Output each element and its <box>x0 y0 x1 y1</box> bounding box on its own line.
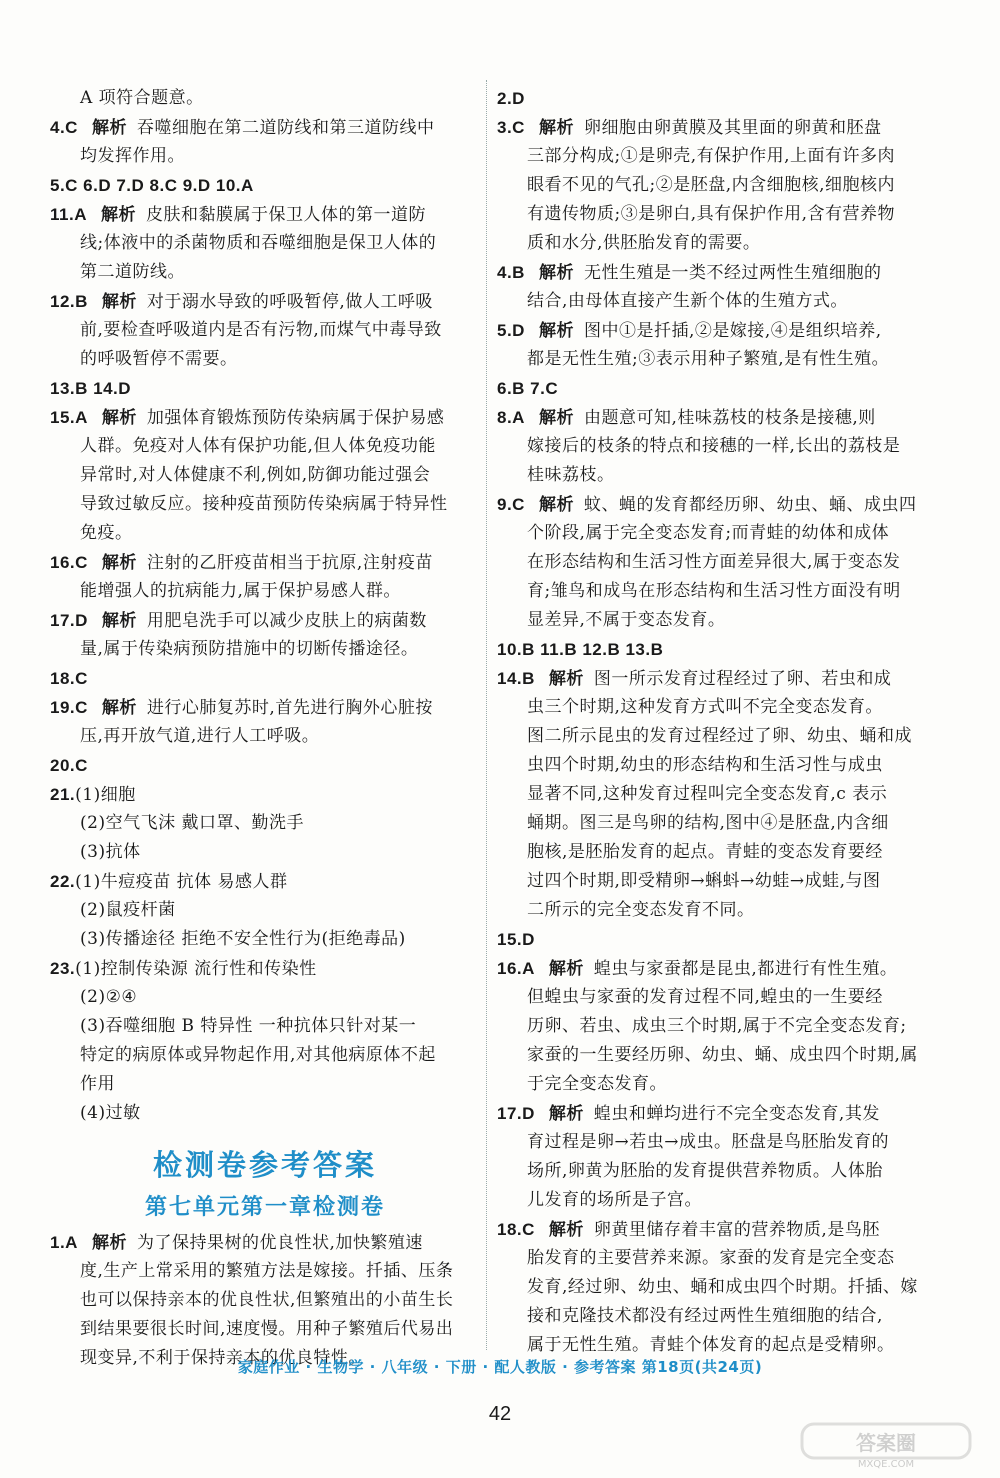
answer-text: 虫四个时期,幼虫的形态结构和生活习性与成虫 <box>527 755 883 775</box>
answer-line <box>50 171 480 200</box>
answer-text: 进行心肺复苏时,首先进行胸外心脏按 <box>146 698 433 718</box>
right-column <box>497 84 929 1360</box>
answer-line <box>497 896 929 925</box>
answer-line <box>50 200 480 229</box>
answer-text: 质和水分,供胚胎发育的需要。 <box>527 233 761 253</box>
answer-line <box>497 1273 929 1302</box>
answer-text: 图中①是扦插,②是嫁接,④是组织培养, <box>583 321 882 341</box>
answer-text: 均发挥作用。 <box>80 146 185 166</box>
answer-line <box>50 809 480 838</box>
answer-text: 2.D <box>497 89 525 108</box>
answer-text: (3)抗体 <box>80 842 141 862</box>
answer-line <box>50 84 480 113</box>
left-column <box>50 84 480 1373</box>
answer-text: 18.C <box>50 669 88 688</box>
answer-line <box>50 838 480 867</box>
answer-line <box>50 461 480 490</box>
answer-line <box>497 1070 929 1099</box>
answer-line <box>50 1099 480 1128</box>
analysis-label: 解析 <box>101 611 137 631</box>
question-number: 11.A <box>50 205 87 224</box>
watermark-logo-icon <box>796 1420 976 1470</box>
answer-line <box>497 606 929 635</box>
answer-line <box>497 519 929 548</box>
answer-text: 蝗虫和蝉均进行不完全变态发育,其发 <box>593 1104 880 1124</box>
answer-line <box>50 548 480 577</box>
question-number: 15.A <box>50 408 88 427</box>
analysis-label: 解析 <box>101 292 137 312</box>
answer-line <box>497 171 929 200</box>
answer-line <box>497 983 929 1012</box>
answer-line <box>50 490 480 519</box>
answer-line <box>50 1228 480 1257</box>
answer-text: 历卵、若虫、成虫三个时期,属于不完全变态发育; <box>527 1016 907 1036</box>
answer-line <box>50 606 480 635</box>
answer-line <box>497 577 929 606</box>
answer-text: 个阶段,属于完全变态发育;而青蛙的幼体和成体 <box>527 523 890 543</box>
answer-line <box>50 258 480 287</box>
answer-line <box>497 229 929 258</box>
answer-line <box>50 577 480 606</box>
answer-line <box>497 200 929 229</box>
answer-text: 三部分构成;①是卵壳,有保护作用,上面有许多肉 <box>527 146 896 166</box>
answer-text: 但蝗虫与家蚕的发育过程不同,蝗虫的一生要经 <box>527 987 883 1007</box>
answer-text: 压,再开放气道,进行人工呼吸。 <box>80 726 320 746</box>
answer-line <box>497 84 929 113</box>
answer-line <box>50 751 480 780</box>
answer-text: 接和克隆技术都没有经过两性生殖细胞的结合, <box>527 1306 883 1326</box>
answer-line <box>50 925 480 954</box>
answer-text: 家蚕的一生要经历卵、幼虫、蛹、成虫四个时期,属 <box>527 1045 918 1065</box>
answer-line <box>497 751 929 780</box>
answer-text: (1)控制传染源 流行性和传染性 <box>75 959 317 979</box>
answer-line <box>497 403 929 432</box>
answer-text: 场所,卵黄为胚胎的发育提供营养物质。人体胎 <box>527 1161 883 1181</box>
question-number: 23. <box>50 959 76 978</box>
answer-text: 特定的病原体或异物起作用,对其他病原体不起 <box>80 1045 436 1065</box>
answer-text: 加强体育锻炼预防传染病属于保护易感 <box>146 408 445 428</box>
answer-text: (2)鼠疫杆菌 <box>80 900 176 920</box>
answer-line <box>50 983 480 1012</box>
question-number: 17.D <box>50 611 88 630</box>
answer-text: 对于溺水导致的呼吸暂停,做人工呼吸 <box>146 292 433 312</box>
analysis-label: 解析 <box>548 1104 584 1124</box>
answer-text: 20.C <box>50 756 88 775</box>
question-number: 19.C <box>50 698 88 717</box>
answer-text: 胞核,是胚胎发育的起点。青蛙的变态发育要经 <box>527 842 883 862</box>
answer-text: (1)牛痘疫苗 抗体 易感人群 <box>75 872 288 892</box>
answer-text: 虫三个时期,这种发育方式叫不完全变态发育。 <box>527 697 883 717</box>
question-number: 14.B <box>497 669 535 688</box>
answer-text: 胎发育的主要营养来源。家蚕的发育是完全变态 <box>527 1248 895 1268</box>
analysis-label: 解析 <box>538 408 574 428</box>
answer-line <box>497 809 929 838</box>
answer-text: 第二道防线。 <box>80 262 185 282</box>
answer-text: (3)传播途径 拒绝不安全性行为(拒绝毒品) <box>80 929 406 949</box>
answer-line <box>50 867 480 896</box>
answer-text: 吞噬细胞在第二道防线和第三道防线中 <box>136 118 435 138</box>
question-number: 18.C <box>497 1220 535 1239</box>
question-number: 12.B <box>50 292 88 311</box>
svg-text:答案圈: 答案圈 <box>856 1431 916 1455</box>
answer-text: 无性生殖是一类不经过两性生殖细胞的 <box>583 263 882 283</box>
answer-text: (1)细胞 <box>75 785 136 805</box>
answer-text: 10.B 11.B 12.B 13.B <box>497 640 664 659</box>
answer-line <box>50 403 480 432</box>
question-number: 4.C <box>50 118 78 137</box>
answer-line <box>497 1215 929 1244</box>
answer-text: 用肥皂洗手可以减少皮肤上的病菌数 <box>146 611 427 631</box>
answer-text: A 项符合题意。 <box>80 88 204 108</box>
answer-text: 线;体液中的杀菌物质和吞噬细胞是保卫人体的 <box>80 233 437 253</box>
answer-text: 眼看不见的气孔;②是胚盘,内含细胞核,细胞核内 <box>527 175 896 195</box>
answer-text: 6.B 7.C <box>497 379 559 398</box>
answer-text: 二所示的完全变态发育不同。 <box>527 900 755 920</box>
answer-text: 也可以保持亲本的优良性状,但繁殖出的小苗生长 <box>80 1290 454 1310</box>
answer-line <box>497 838 929 867</box>
question-number: 1.A <box>50 1233 78 1252</box>
analysis-label: 解析 <box>548 1220 584 1240</box>
answer-text: 皮肤和黏膜属于保卫人体的第一道防 <box>145 205 426 225</box>
question-number: 3.C <box>497 118 525 137</box>
answer-line <box>497 780 929 809</box>
answer-line <box>497 722 929 751</box>
answer-text: 显著不同,这种发育过程叫完全变态发育,c 表示 <box>527 784 888 804</box>
answer-text: 都是无性生殖;③表示用种子繁殖,是有性生殖。 <box>527 349 890 369</box>
answer-text: 现变异,不利于保持亲本的优良特性。 <box>80 1348 366 1368</box>
answer-text: 15.D <box>497 930 535 949</box>
answer-line <box>497 925 929 954</box>
question-number: 16.A <box>497 959 535 978</box>
answer-line <box>497 374 929 403</box>
answer-line <box>497 1302 929 1331</box>
answer-text: 为了保持果树的优良性状,加快繁殖速 <box>136 1233 423 1253</box>
answer-text: 图一所示发育过程经过了卵、若虫和成 <box>593 669 892 689</box>
answer-line <box>50 345 480 374</box>
answer-text: 能增强人的抗病能力,属于保护易感人群。 <box>80 581 401 601</box>
answer-text: 显差异,不属于变态发育。 <box>527 610 726 630</box>
answer-line <box>497 490 929 519</box>
answer-line <box>497 1041 929 1070</box>
answer-text: (2)②④ <box>80 987 138 1007</box>
question-number: 9.C <box>497 495 525 514</box>
question-number: 17.D <box>497 1104 535 1123</box>
answer-text: (3)吞噬细胞 B 特异性 一种抗体只针对某一 <box>80 1016 417 1036</box>
answer-text: 度,生产上常采用的繁殖方法是嫁接。扦插、压条 <box>80 1261 454 1281</box>
section-title: 检测卷参考答案 <box>152 1148 377 1182</box>
analysis-label: 解析 <box>101 698 137 718</box>
answer-text: 蝗虫与家蚕都是昆虫,都进行有性生殖。 <box>593 959 898 979</box>
answer-text: 发育,经过卵、幼虫、蛹和成虫四个时期。扦插、嫁 <box>527 1277 918 1297</box>
analysis-label: 解析 <box>100 205 136 225</box>
svg-text:MXQE.COM: MXQE.COM <box>857 1459 915 1470</box>
answer-line <box>50 519 480 548</box>
answer-text: 嫁接后的枝条的特点和接穗的一样,长出的荔枝是 <box>527 436 901 456</box>
answer-line <box>497 548 929 577</box>
answer-line <box>497 287 929 316</box>
page-footer: 家庭作业 · 生物学 · 八年级 · 下册 · 配人教版 · 参考答案 第18页(共24页) <box>237 1358 763 1376</box>
answer-text: 结合,由母体直接产生新个体的生殖方式。 <box>527 291 848 311</box>
analysis-label: 解析 <box>101 408 137 428</box>
left-answers <box>50 84 480 1128</box>
analysis-label: 解析 <box>548 959 584 979</box>
answer-line <box>497 258 929 287</box>
answer-line <box>497 1244 929 1273</box>
analysis-label: 解析 <box>538 118 574 138</box>
answer-text: 免疫。 <box>80 523 133 543</box>
answer-line <box>50 1315 480 1344</box>
question-number: 22. <box>50 872 76 891</box>
page-number: 42 <box>488 1403 512 1425</box>
analysis-label: 解析 <box>91 1233 127 1253</box>
answer-text: 导致过敏反应。接种疫苗预防传染病属于特异性 <box>80 494 448 514</box>
answer-text: 在形态结构和生活习性方面差异很大,属于变态发 <box>527 552 901 572</box>
answer-line <box>50 664 480 693</box>
answer-line <box>497 316 929 345</box>
analysis-label: 解析 <box>91 118 127 138</box>
answer-line <box>50 113 480 142</box>
answer-text: 量,属于传染病预防措施中的切断传播途径。 <box>80 639 419 659</box>
section-subtitle: 第七单元第一章检测卷 <box>144 1195 385 1220</box>
answer-text: 13.B 14.D <box>50 379 132 398</box>
answer-line <box>50 1070 480 1099</box>
analysis-label: 解析 <box>101 553 137 573</box>
answer-line <box>497 1186 929 1215</box>
analysis-label: 解析 <box>548 669 584 689</box>
answer-line <box>50 635 480 664</box>
answer-line <box>497 1099 929 1128</box>
answer-text: 蚊、蝇的发育都经历卵、幼虫、蛹、成虫四 <box>583 495 917 515</box>
answer-line <box>497 1012 929 1041</box>
answer-line <box>497 664 929 693</box>
answer-text: 属于无性生殖。青蛙个体发育的起点是受精卵。 <box>527 1335 895 1355</box>
answer-text: 卵细胞由卵黄膜及其里面的卵黄和胚盘 <box>583 118 882 138</box>
answer-text: 蛹期。图三是鸟卵的结构,图中④是胚盘,内含细 <box>527 813 889 833</box>
answer-line <box>50 954 480 983</box>
answer-text: 异常时,对人体健康不利,例如,防御功能过强会 <box>80 465 431 485</box>
answer-line <box>497 1128 929 1157</box>
answer-line <box>50 1012 480 1041</box>
answer-line <box>50 1257 480 1286</box>
answer-line <box>50 693 480 722</box>
answer-line <box>50 780 480 809</box>
answer-text: 注射的乙肝疫苗相当于抗原,注射疫苗 <box>146 553 433 573</box>
answer-text: (2)空气飞沫 戴口罩、勤洗手 <box>80 813 304 833</box>
right-answers <box>497 84 929 1360</box>
answer-text: (4)过敏 <box>80 1103 141 1123</box>
answer-text: 前,要检查呼吸道内是否有污物,而煤气中毒导致 <box>80 320 442 340</box>
column-divider <box>486 80 487 1350</box>
answer-line <box>497 142 929 171</box>
answer-text: 的呼吸暂停不需要。 <box>80 349 238 369</box>
answer-text: 人群。免疫对人体有保护功能,但人体免疫功能 <box>80 436 436 456</box>
answer-line <box>50 142 480 171</box>
answer-line <box>50 316 480 345</box>
question-number: 8.A <box>497 408 525 427</box>
answer-text: 到结果要很长时间,速度慢。用种子繁殖后代易出 <box>80 1319 454 1339</box>
answer-line <box>50 1041 480 1070</box>
question-number: 5.D <box>497 321 525 340</box>
question-number: 21. <box>50 785 76 804</box>
question-number: 16.C <box>50 553 88 572</box>
answer-text: 于完全变态发育。 <box>527 1074 667 1094</box>
question-number: 4.B <box>497 263 525 282</box>
answer-line <box>497 461 929 490</box>
answer-line <box>50 229 480 258</box>
answer-line <box>497 1157 929 1186</box>
answer-text: 儿发育的场所是子宫。 <box>527 1190 702 1210</box>
answer-text: 5.C 6.D 7.D 8.C 9.D 10.A <box>50 176 254 195</box>
answer-line <box>50 1286 480 1315</box>
answer-line <box>50 896 480 925</box>
answer-text: 育;雏鸟和成鸟在形态结构和生活习性方面没有明 <box>527 581 901 601</box>
answer-text: 由题意可知,桂味荔枝的枝条是接穗,则 <box>583 408 876 428</box>
answer-line <box>497 867 929 896</box>
answer-line <box>50 287 480 316</box>
answer-text: 图二所示昆虫的发育过程经过了卵、幼虫、蛹和成 <box>527 726 912 746</box>
answer-line <box>497 635 929 664</box>
answer-text: 作用 <box>80 1074 115 1094</box>
answer-text: 桂味荔枝。 <box>527 465 615 485</box>
answer-line <box>50 374 480 403</box>
analysis-label: 解析 <box>538 495 574 515</box>
answer-line <box>497 693 929 722</box>
left-answers-2 <box>50 1228 480 1373</box>
answer-line <box>497 113 929 142</box>
answer-line <box>497 954 929 983</box>
answer-text: 过四个时期,即受精卵→蝌蚪→幼蛙→成蛙,与图 <box>527 871 881 891</box>
analysis-label: 解析 <box>538 263 574 283</box>
answer-line <box>497 432 929 461</box>
answer-text: 有遗传物质;③是卵白,具有保护作用,含有营养物 <box>527 204 896 224</box>
answer-text: 育过程是卵→若虫→成虫。胚盘是鸟胚胎发育的 <box>527 1132 889 1152</box>
answer-line <box>497 345 929 374</box>
answer-text: 卵黄里储存着丰富的营养物质,是鸟胚 <box>593 1220 880 1240</box>
answer-line <box>50 722 480 751</box>
analysis-label: 解析 <box>538 321 574 341</box>
answer-line <box>50 432 480 461</box>
